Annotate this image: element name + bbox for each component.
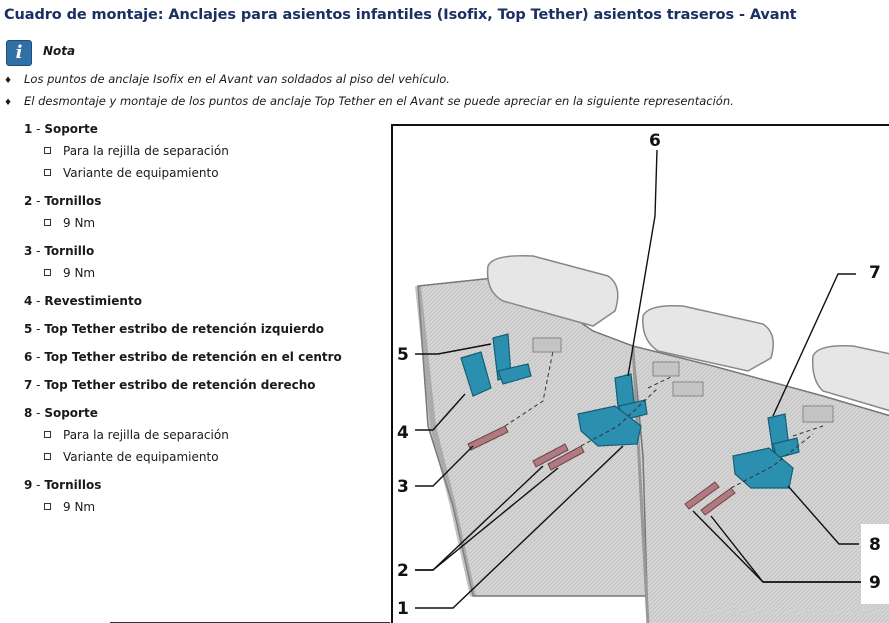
watermark: audisport-iberica.com: [697, 601, 883, 619]
exploded-view-figure: [391, 124, 889, 623]
list-item: 9 - Tornillos: [24, 478, 102, 492]
list-item: 4 - Revestimiento: [24, 294, 142, 308]
square-bullet-icon: [44, 453, 51, 460]
square-bullet-icon: [44, 219, 51, 226]
square-bullet-icon: [44, 147, 51, 154]
list-subitem: 9 Nm: [24, 496, 384, 518]
square-bullet-icon: [44, 503, 51, 510]
square-bullet-icon: [44, 269, 51, 276]
parts-list: [24, 118, 384, 518]
info-icon: i: [6, 40, 32, 66]
list-item: 7 - Top Tether estribo de retención derecho: [24, 378, 316, 392]
list-subitem: Para la rejilla de separación: [24, 140, 384, 162]
callout-7: 7: [869, 263, 881, 283]
square-bullet-icon: [44, 431, 51, 438]
note-bullet-2: ♦ El desmontaje y montaje de los puntos de anclaje Top Tether en el Avant se puede apreciar en la siguiente representación.: [4, 94, 734, 108]
diamond-bullet-icon: ♦: [4, 76, 13, 86]
callout-3: 3: [397, 477, 409, 497]
callout-4: 4: [397, 423, 409, 443]
list-item: 5 - Top Tether estribo de retención izquierdo: [24, 322, 325, 336]
note-bullet-1: ♦ Los puntos de anclaje Isofix en el Avant van soldados al piso del vehículo.: [4, 72, 450, 86]
note-label: Nota: [43, 44, 76, 58]
list-subitem: 9 Nm: [24, 262, 384, 284]
callout-5: 5: [397, 345, 409, 365]
callout-2: 2: [397, 561, 409, 581]
list-item: 8 - Soporte: [24, 406, 98, 420]
list-subitem: Variante de equipamiento: [24, 162, 384, 184]
list-subitem: Variante de equipamiento: [24, 446, 384, 468]
list-item: 1 - Soporte: [24, 122, 98, 136]
list-item: 6 - Top Tether estribo de retención en el centro: [24, 350, 342, 364]
list-subitem: Para la rejilla de separación: [24, 424, 384, 446]
callout-1: 1: [397, 599, 409, 619]
callout-8: 8: [869, 535, 881, 555]
seat-anchorage-diagram: [393, 126, 889, 623]
square-bullet-icon: [44, 169, 51, 176]
list-item: 3 - Tornillo: [24, 244, 95, 258]
diamond-bullet-icon: ♦: [4, 98, 13, 108]
page-title: Cuadro de montaje: Anclajes para asientos infantiles (Isofix, Top Tether) asientos traseros - Avant: [4, 7, 797, 23]
callout-9: 9: [869, 573, 881, 593]
callout-6: 6: [649, 131, 661, 151]
list-subitem: 9 Nm: [24, 212, 384, 234]
list-item: 2 - Tornillos: [24, 194, 102, 208]
